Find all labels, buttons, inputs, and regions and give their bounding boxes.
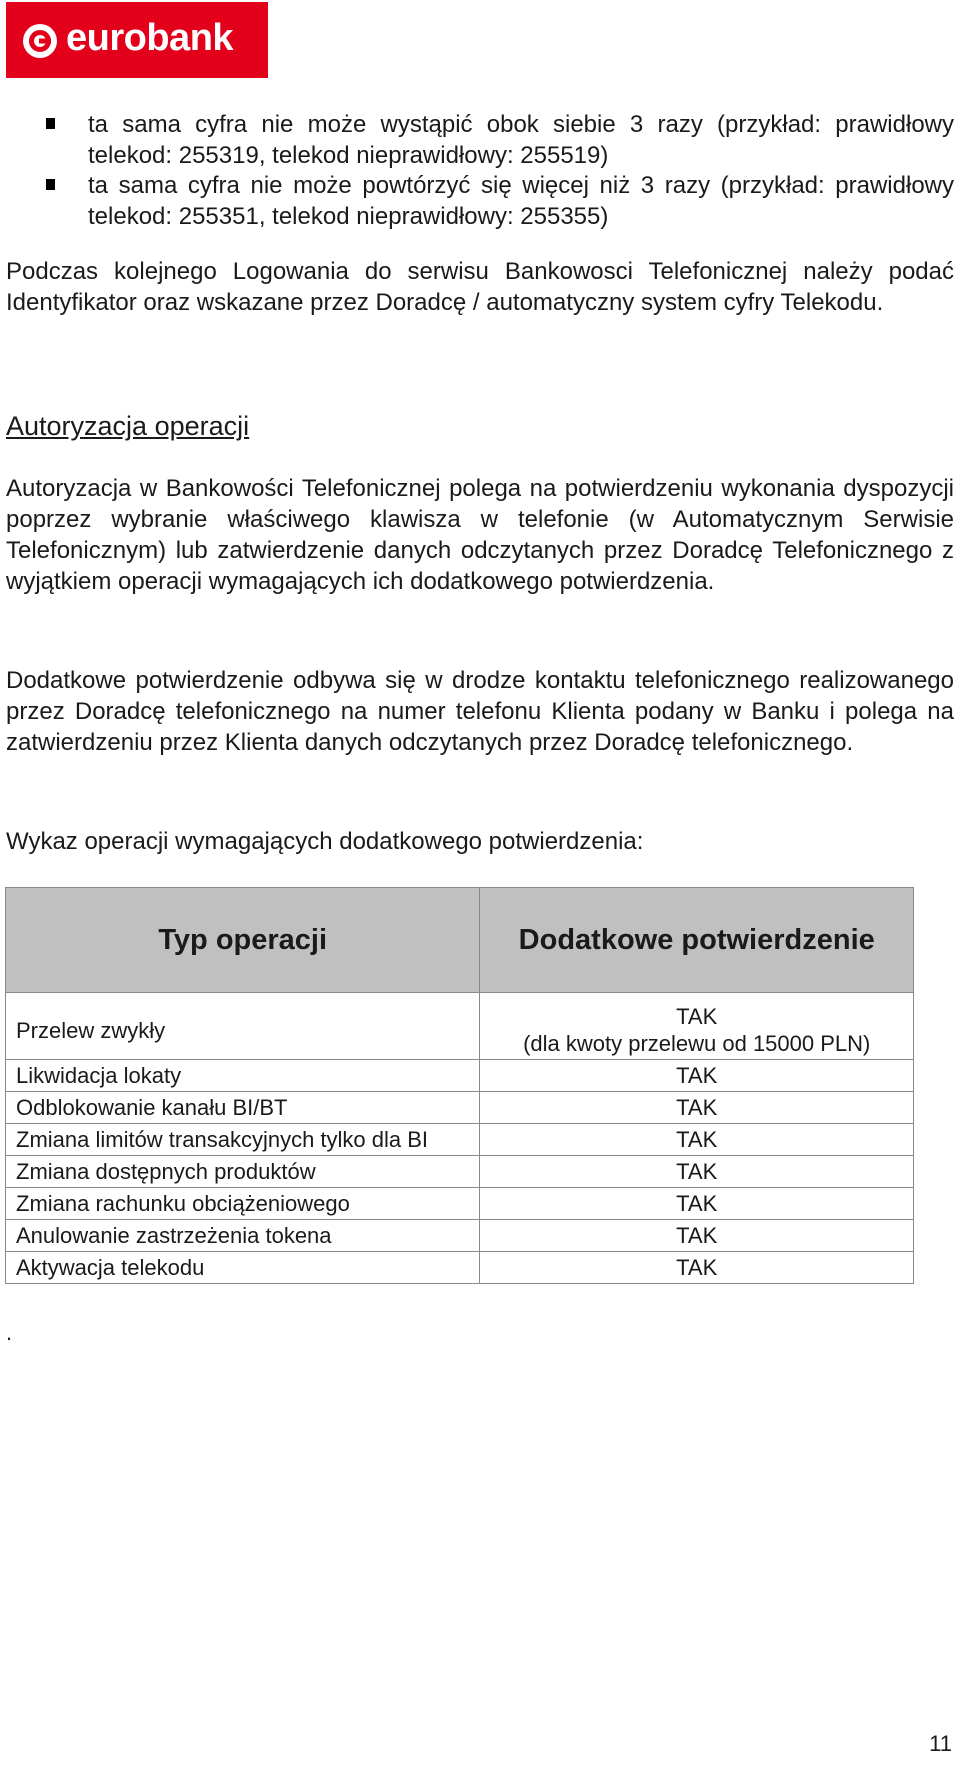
operation-cell: Zmiana limitów transakcyjnych tylko dla BI bbox=[6, 1124, 480, 1156]
operation-cell: Odblokowanie kanału BI/BT bbox=[6, 1092, 480, 1124]
confirmation-value: TAK bbox=[676, 1004, 718, 1029]
table-row bbox=[6, 1220, 914, 1252]
section-title: Autoryzacja operacji bbox=[6, 411, 250, 441]
operation-cell: Aktywacja telekodu bbox=[6, 1252, 480, 1284]
header-additional-confirmation: Dodatkowe potwierdzenie bbox=[480, 888, 914, 993]
confirmation-paragraph: Dodatkowe potwierdzenie odbywa się w drodze kontaktu telefonicznego realizowanego przez Doradcę telefonicznego na numer telefonu Klienta podany w Banku i polega na zatwierdzeniu przez Klienta danych odczytanych przez Doradcę telefonicznego. bbox=[6, 667, 954, 756]
operation-cell: Likwidacja lokaty bbox=[6, 1060, 480, 1092]
table-row bbox=[6, 1092, 914, 1124]
confirmation-cell: TAK bbox=[480, 1060, 914, 1092]
confirmation-cell bbox=[480, 993, 914, 1060]
confirmation-cell: TAK bbox=[480, 1220, 914, 1252]
page-number: 11 bbox=[929, 1731, 952, 1756]
operation-cell: Zmiana dostępnych produktów bbox=[6, 1156, 480, 1188]
brand-name: eurobank bbox=[66, 17, 234, 59]
table-row bbox=[6, 1156, 914, 1188]
trailing-dot: . bbox=[6, 1320, 13, 1345]
eurobank-mark-icon bbox=[22, 23, 58, 59]
table-row bbox=[6, 993, 914, 1060]
login-paragraph: Podczas kolejnego Logowania do serwisu Bankowosci Telefonicznej należy podać Identyfikator oraz wskazane przez Doradcę / automatyczny system cyfry Telekodu. bbox=[6, 258, 954, 316]
confirmation-cell: TAK bbox=[480, 1124, 914, 1156]
operation-cell: Zmiana rachunku obciążeniowego bbox=[6, 1188, 480, 1220]
list-item: ta sama cyfra nie może wystąpić obok siebie 3 razy (przykład: prawidłowy telekod: 255319, telekod nieprawidłowy: 255519) bbox=[46, 110, 954, 171]
confirmation-cell: TAK bbox=[480, 1156, 914, 1188]
authorization-paragraph: Autoryzacja w Bankowości Telefonicznej polega na potwierdzeniu wykonania dyspozycji poprzez wybranie właściwego klawisza w telefonie (w Automatycznym Serwisie Telefonicznym) lub zatwierdzenie danych odczytanych przez Doradcę Telefonicznego z wyjątkiem operacji wymagających ich dodatkowego potwierdzenia. bbox=[6, 475, 954, 595]
table-row bbox=[6, 1252, 914, 1284]
operations-table bbox=[5, 887, 914, 1284]
confirmation-cell: TAK bbox=[480, 1188, 914, 1220]
confirmation-cell: TAK bbox=[480, 1252, 914, 1284]
operation-cell: Anulowanie zastrzeżenia tokena bbox=[6, 1220, 480, 1252]
telekod-rules-list bbox=[46, 110, 954, 232]
confirmation-cell: TAK bbox=[480, 1092, 914, 1124]
list-item: ta sama cyfra nie może powtórzyć się więcej niż 3 razy (przykład: prawidłowy telekod: 255351, telekod nieprawidłowy: 255355) bbox=[46, 171, 954, 232]
table-row bbox=[6, 1060, 914, 1092]
operations-list-intro: Wykaz operacji wymagających dodatkowego potwierdzenia: bbox=[6, 828, 644, 855]
header-operation-type: Typ operacji bbox=[6, 888, 480, 993]
eurobank-logo bbox=[6, 2, 268, 78]
confirmation-note: (dla kwoty przelewu od 15000 PLN) bbox=[523, 1031, 871, 1056]
table-row bbox=[6, 1124, 914, 1156]
table-row bbox=[6, 1188, 914, 1220]
table-header-row bbox=[6, 888, 914, 993]
operation-cell: Przelew zwykły bbox=[6, 993, 480, 1060]
